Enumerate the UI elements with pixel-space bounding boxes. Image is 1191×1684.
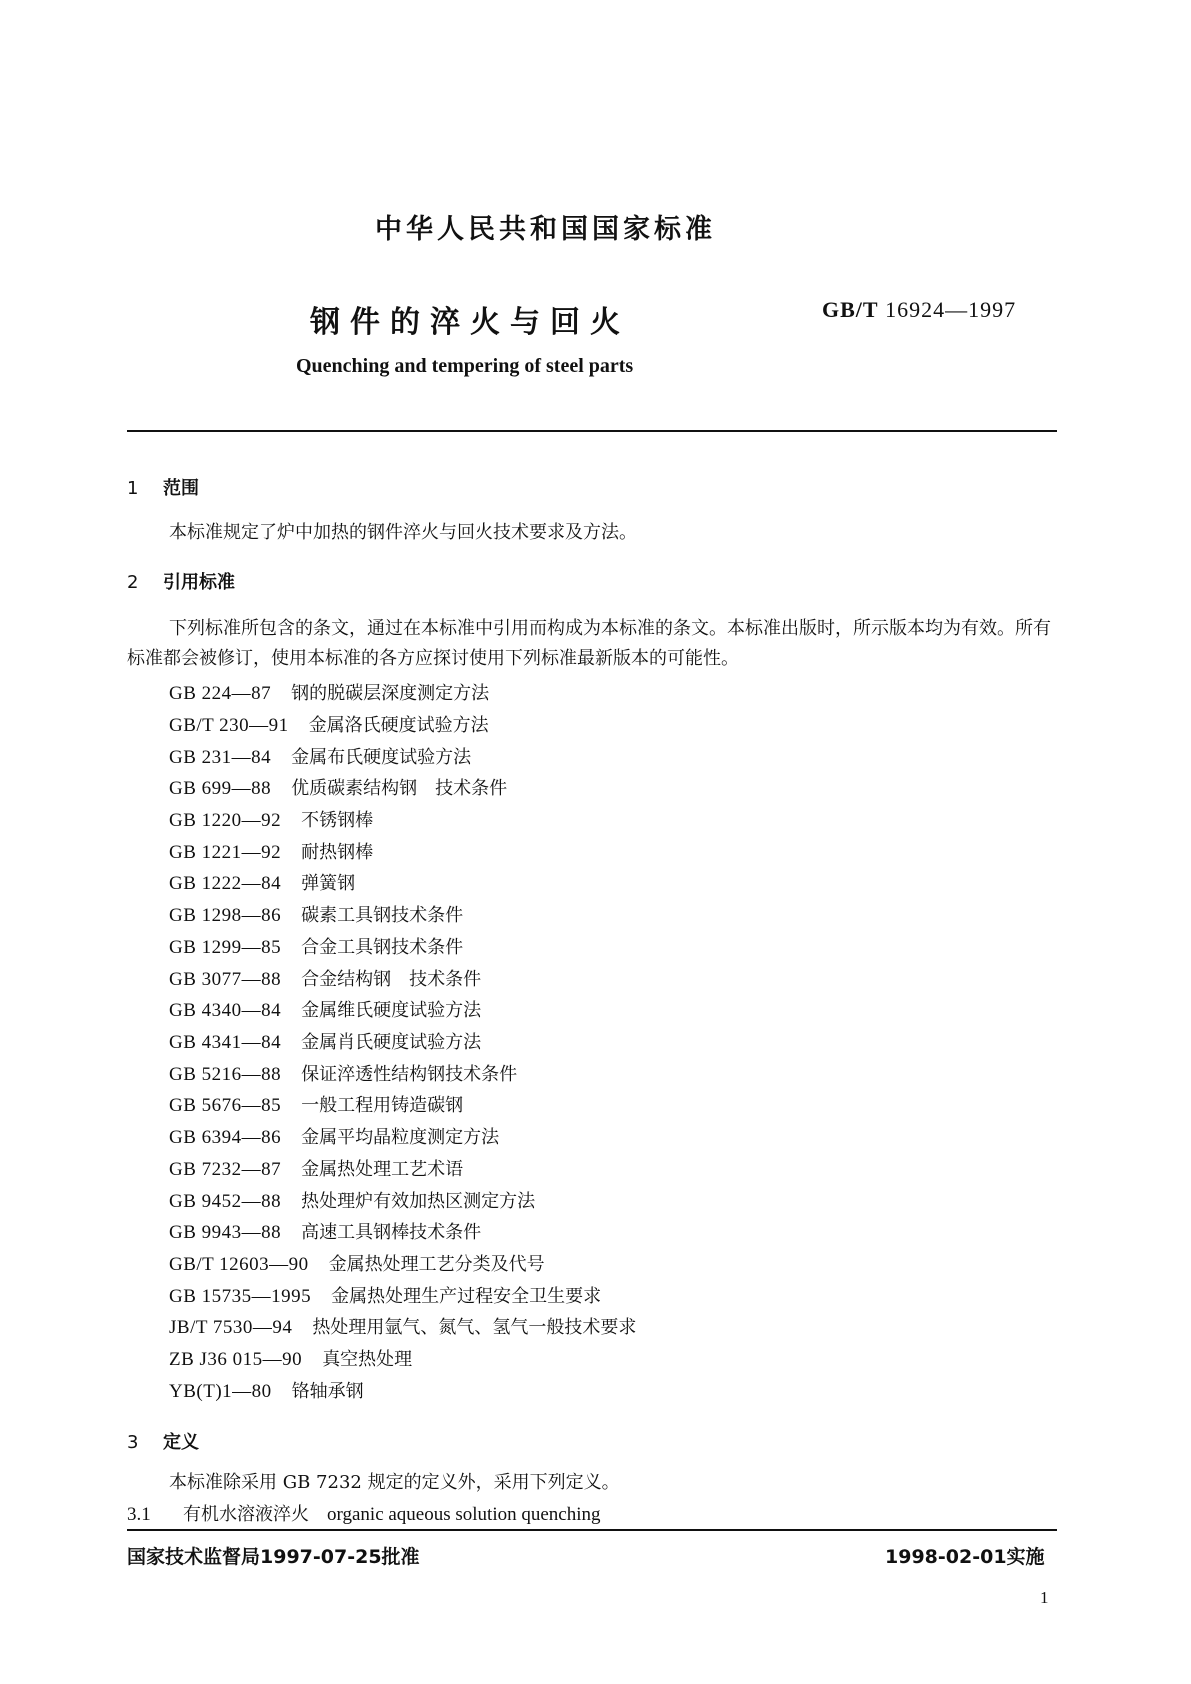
reference-item: GB 4340—84 金属维氏硬度试验方法	[169, 1000, 482, 1021]
reference-item: GB 6394—86 金属平均晶粒度测定方法	[169, 1127, 500, 1148]
section-number: 3	[127, 1432, 139, 1453]
effective-date: 1998-02-01实施	[885, 1546, 1045, 1568]
reference-item: GB 224—87 钢的脱碳层深度测定方法	[169, 683, 490, 704]
term-number: 3.1	[127, 1504, 151, 1525]
reference-item: GB/T 12603—90 金属热处理工艺分类及代号	[169, 1254, 545, 1275]
reference-item: GB 9452—88 热处理炉有效加热区测定方法	[169, 1191, 536, 1212]
reference-item: GB 4341—84 金属肖氏硬度试验方法	[169, 1032, 482, 1053]
reference-item: GB 1298—86 碳素工具钢技术条件	[169, 905, 464, 926]
reference-item: GB 7232—87 金属热处理工艺术语	[169, 1159, 464, 1180]
page-number: 1	[1040, 1588, 1049, 1607]
reference-item: JB/T 7530—94 热处理用氩气、氮气、氢气一般技术要求	[169, 1317, 637, 1338]
standard-number: 16924—1997	[885, 297, 1017, 322]
reference-item: GB 5676—85 一般工程用铸造碳钢	[169, 1095, 464, 1116]
section-title: 范围	[163, 478, 199, 499]
standard-prefix: GB/T	[822, 297, 879, 322]
reference-item: GB 5216—88 保证淬透性结构钢技术条件	[169, 1064, 518, 1085]
reference-item: GB/T 230—91 金属洛氏硬度试验方法	[169, 715, 489, 736]
term-english: organic aqueous solution quenching	[327, 1504, 601, 1525]
reference-item: GB 1299—85 合金工具钢技术条件	[169, 937, 464, 958]
reference-item: GB 9943—88 高速工具钢棒技术条件	[169, 1222, 482, 1243]
footer-divider	[127, 1529, 1057, 1531]
section-1-text: 本标准规定了炉中加热的钢件淬火与回火技术要求及方法。	[169, 522, 637, 543]
reference-item: GB 1222—84 弹簧钢	[169, 873, 356, 894]
document-title: 钢件的淬火与回火	[310, 305, 630, 340]
section-2-heading	[127, 568, 235, 594]
section-2-text: 下列标准所包含的条文，通过在本标准中引用而构成为本标准的条文。本标准出版时，所示版本均为有效。所有标准都会被修订，使用本标准的各方应探讨使用下列标准最新版本的可能性。	[127, 618, 1051, 669]
reference-item: YB(T)1—80 铬轴承钢	[169, 1381, 364, 1402]
reference-item: ZB J36 015—90 真空热处理	[169, 1349, 413, 1370]
reference-item: GB 1221—92 耐热钢棒	[169, 842, 374, 863]
english-title: Quenching and tempering of steel parts	[296, 355, 634, 377]
section-title: 定义	[163, 1432, 199, 1453]
standard-code	[822, 297, 1016, 323]
section-number: 1	[127, 478, 139, 499]
section-3-heading	[127, 1428, 199, 1454]
term-3-1	[127, 1500, 601, 1526]
header-divider	[127, 430, 1057, 432]
reference-item: GB 3077—88 合金结构钢 技术条件	[169, 969, 482, 990]
section-title: 引用标准	[163, 572, 235, 593]
section-3-text: 本标准除采用 GB 7232 规定的定义外，采用下列定义。	[169, 1472, 620, 1493]
issue-date: 国家技术监督局1997-07-25批准	[127, 1546, 420, 1568]
term-chinese: 有机水溶液淬火	[183, 1504, 309, 1525]
reference-item: GB 1220—92 不锈钢棒	[169, 810, 374, 831]
national-standard-title: 中华人民共和国国家标准	[375, 214, 716, 245]
reference-item: GB 231—84 金属布氏硬度试验方法	[169, 747, 472, 768]
reference-item: GB 15735—1995 金属热处理生产过程安全卫生要求	[169, 1286, 602, 1307]
reference-item: GB 699—88 优质碳素结构钢 技术条件	[169, 778, 508, 799]
section-number: 2	[127, 572, 139, 593]
section-1-heading	[127, 474, 199, 500]
